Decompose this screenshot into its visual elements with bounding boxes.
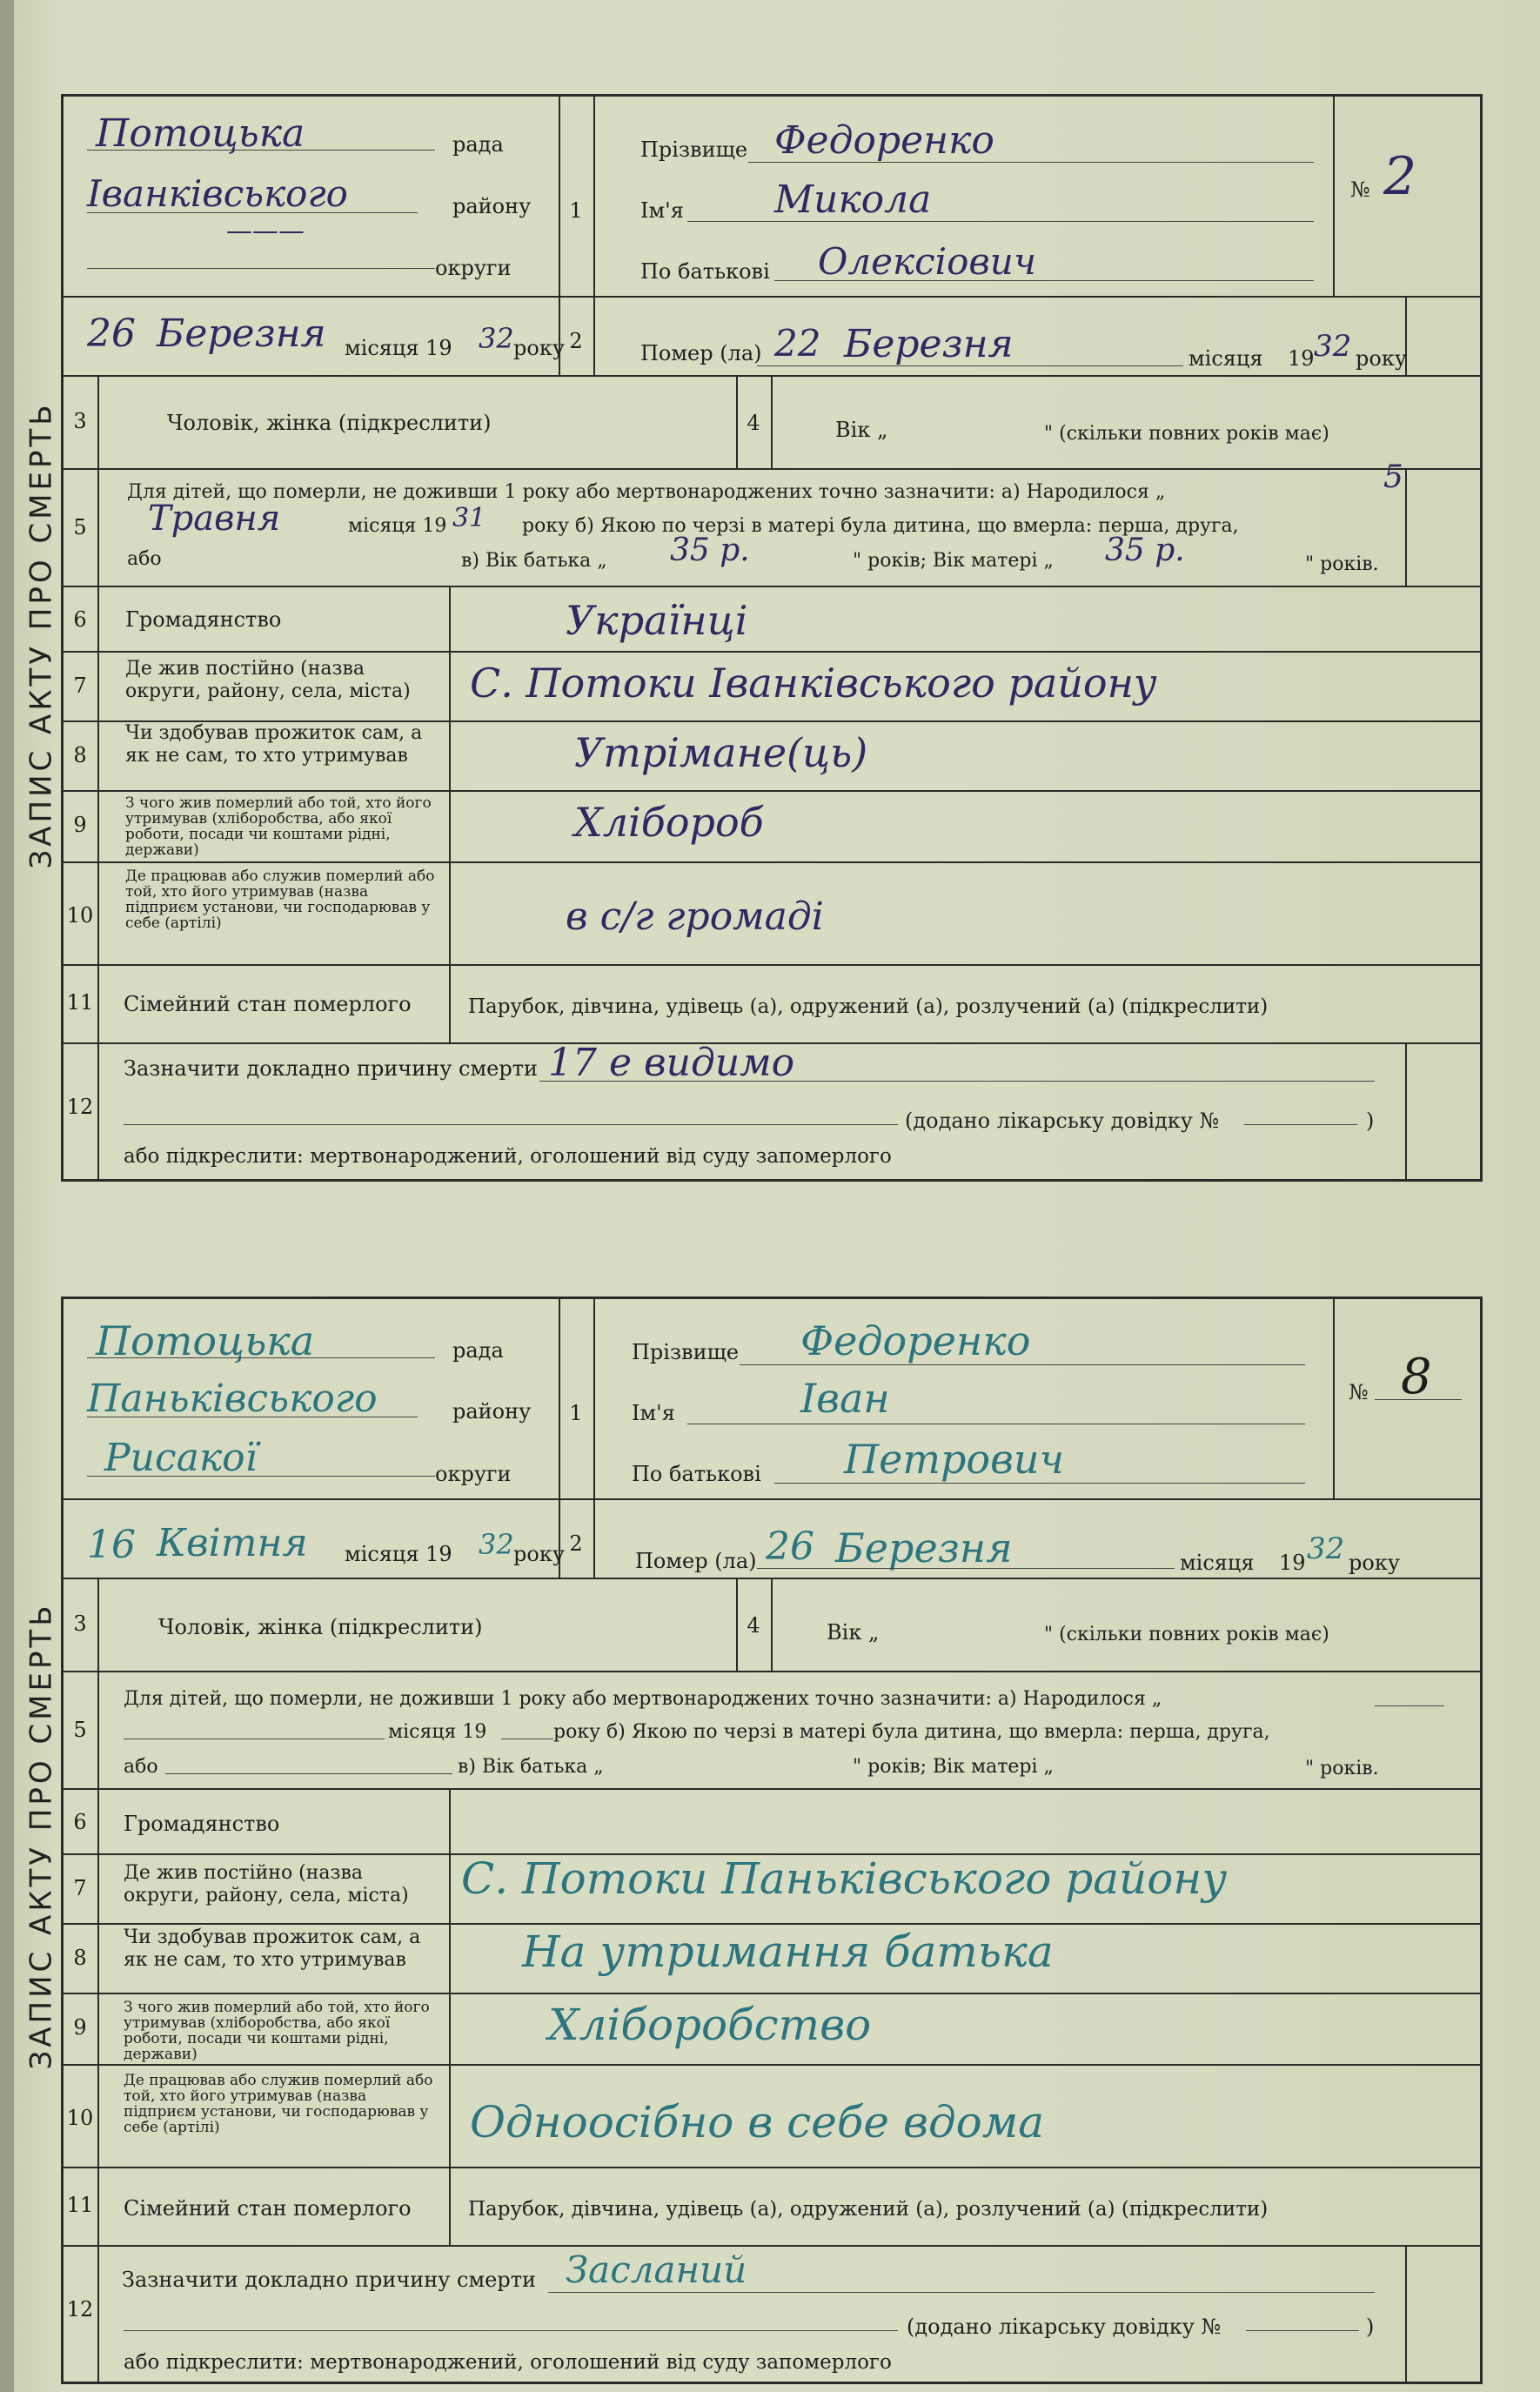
death-record-1: Потоцька рада Іванківського району ——— округи 26 Березня місяця 19 32 року 1 2 Прізвище Федоренко Ім'я Микола По батькові Олексіович № 2 Помер (ла) 22 Березня місяця 19 32 року 3 Чоловік, жінка (підкреслити) 4 Вік „ " (скільки повних років має) 5 Для дітей, що померли, не доживши 1 року або мертвонароджених точно зазначити: а) Народилося „ 5 Травня місяця 19 31 року б) Якою по черзі в матері була дитина, що вмерла: перша, друга, або в) Вік батька „ 35 р. " років; Вік матері „ 35 р. " років. 6 Громадянство Українці 7 Де жив постійно (назва округи, району, села, міста) С. Потоки Іванківського району 8 Чи здобував прожиток сам, а як не сам, то хто утримував Утрімане(ць) 9 З чого жив померлий або той, хто його утримував (хліборобства, або якої роботи, посади чи коштами рідні, держави) Хлібороб 10 Де працював або служив померлий або той, хто його утримував (назва підприєм установи, чи господарював у себе (артілі) в с/г громаді 11 Сімейний стан померлого Парубок, дівчина, удівець (а), одружений (а), розлучений (а) (підкреслити) 12 Зазначити докладно причину смерти 17 е видимо (додано лікарську довідку № ) або підкреслити: мертвонароджений, оголошений від суду запомерлого: [61, 94, 1483, 1182]
binding-edge: [0, 0, 14, 2392]
record-frame: [61, 94, 1483, 1182]
reg-month: Квітня: [157, 1521, 308, 1565]
death-year-prefix: 19: [1288, 346, 1315, 371]
reg-year-label: року: [513, 336, 565, 360]
death-year-prefix: 19: [1279, 1551, 1306, 1575]
occupation-label: З чого жив померлий або той, хто його утримував (хліборобства, або якої роботи, посади чи коштами рідні, держави): [125, 794, 432, 859]
workplace-value: Одноосібно в себе вдома: [470, 2097, 1045, 2147]
occupation-value: Хлібороб: [574, 799, 764, 846]
death-month: Березня: [835, 1524, 1013, 1571]
age-suffix: " (скільки повних років має): [1044, 423, 1329, 445]
stillborn-note: або підкреслити: мертвонароджений, оголошений від суду запомерлого: [124, 1145, 892, 1168]
side-title-record-1: ЗАПИС АКТУ ПРО СМЕРТЬ: [24, 401, 59, 869]
surname-label: Прізвище: [632, 1340, 740, 1364]
number-label: №: [1350, 178, 1370, 202]
patronymic-value: Олексіович: [818, 240, 1036, 283]
workplace-label: Де працював або служив померлий або той, хто його утримував (назва підприєм установи, чи господарював у себе (артілі): [125, 868, 435, 932]
cause-value: 17 е видимо: [548, 1041, 795, 1085]
occupation-value: Хліборобство: [548, 2000, 872, 2050]
marital-options: Парубок, дівчина, удівець (а), одружений (а), розлучений (а) (підкреслити): [468, 2198, 1269, 2221]
rada-label: рада: [452, 1338, 504, 1363]
death-month-label: місяця: [1188, 346, 1263, 371]
side-title-record-2: ЗАПИС АКТУ ПРО СМЕРТЬ: [24, 1602, 59, 2070]
okruha-value: ———: [226, 216, 305, 246]
residence-value: С. Потоки Іванківського району: [470, 660, 1157, 707]
surname-label: Прізвище: [640, 137, 748, 162]
death-month: Березня: [844, 322, 1014, 366]
death-day: 22: [774, 322, 821, 365]
citizenship-label: Громадянство: [125, 607, 282, 632]
patronymic-label: По батькові: [632, 1462, 761, 1486]
born-month: Травня: [148, 499, 281, 539]
father-age: 35 р.: [670, 533, 750, 568]
patronymic-label: По батькові: [640, 259, 770, 284]
raion-value: Паньківського: [87, 1377, 378, 1421]
reg-month-label: місяця 19: [345, 1542, 452, 1566]
support-label: Чи здобував прожиток сам, а як не сам, то хто утримував: [124, 1926, 421, 1971]
born-day: 5: [1383, 459, 1403, 495]
okruha-label: округи: [435, 1462, 512, 1486]
patronymic-value: Петрович: [844, 1436, 1065, 1483]
reg-year: 32: [479, 322, 514, 355]
support-label: Чи здобував прожиток сам, а як не сам, то хто утримував: [125, 722, 423, 767]
number-label: №: [1349, 1380, 1369, 1404]
name-value: Іван: [800, 1375, 890, 1422]
residence-label: Де жив постійно (назва округи, району, села, міста): [125, 658, 411, 702]
okruha-value: Рисакої: [104, 1436, 258, 1480]
marital-options: Парубок, дівчина, удівець (а), одружений (а), розлучений (а) (підкреслити): [468, 995, 1269, 1018]
citizenship-value: Українці: [566, 597, 748, 644]
workplace-label: Де працював або служив померлий або той, хто його утримував (назва підприєм установи, чи господарював у себе (артілі): [124, 2072, 433, 2136]
reg-year-label: року: [513, 1542, 565, 1566]
raion-label: району: [452, 194, 532, 218]
citizenship-label: Громадянство: [124, 1812, 280, 1836]
cause-label: Зазначити докладно причину смерти: [124, 1056, 538, 1081]
death-year: 32: [1307, 1531, 1345, 1566]
raion-label: району: [452, 1399, 532, 1424]
death-month-label: місяця: [1180, 1551, 1255, 1575]
surname-value: Федоренко: [800, 1317, 1031, 1364]
record-number: 8: [1401, 1349, 1432, 1405]
rada-label: рада: [452, 132, 504, 157]
stillborn-note: або підкреслити: мертвонароджений, оголошений від суду запомерлого: [124, 2351, 892, 2374]
age-suffix: " (скільки повних років має): [1044, 1624, 1329, 1645]
born-year: 31: [452, 503, 486, 533]
mother-age: 35 р.: [1105, 533, 1185, 568]
okruha-label: округи: [435, 256, 512, 280]
reg-month-label: місяця 19: [345, 336, 452, 360]
record-frame: [61, 1297, 1483, 2384]
name-label: Ім'я: [640, 198, 684, 223]
death-day: 26: [766, 1524, 814, 1569]
name-label: Ім'я: [632, 1401, 675, 1425]
age-label: Вік „: [827, 1620, 880, 1645]
cause-label: Зазначити докладно причину смерти: [122, 2268, 536, 2292]
surname-value: Федоренко: [774, 118, 994, 163]
support-value: На утримання батька: [522, 1926, 1054, 1977]
reg-day: 16: [87, 1523, 136, 1567]
death-year: 32: [1314, 329, 1352, 364]
marital-label: Сімейний стан померлого: [124, 2196, 412, 2221]
death-year-label: року: [1356, 346, 1407, 371]
record-number: 2: [1383, 146, 1417, 207]
residence-value: С. Потоки Паньківського району: [461, 1853, 1228, 1904]
sex-label: Чоловік, жінка (підкреслити): [167, 411, 492, 435]
rada-value: Потоцька: [96, 1317, 315, 1364]
reg-day: 26: [87, 312, 136, 356]
marital-label: Сімейний стан померлого: [124, 992, 412, 1016]
death-year-label: року: [1349, 1551, 1400, 1575]
support-value: Утрімане(ць): [574, 729, 868, 776]
name-value: Микола: [774, 178, 932, 222]
rada-value: Потоцька: [96, 111, 305, 156]
pomer-label: Помер (ла): [640, 341, 762, 365]
workplace-value: в с/г громаді: [566, 894, 824, 939]
reg-year: 32: [479, 1528, 514, 1561]
cause-value: Засланий: [566, 2248, 747, 2291]
occupation-label: З чого жив померлий або той, хто його утримував (хліборобства, або якої роботи, посади чи коштами рідні, держави): [124, 1999, 430, 2063]
sex-label: Чоловік, жінка (підкреслити): [158, 1615, 483, 1639]
reg-month: Березня: [157, 312, 326, 356]
pomer-label: Помер (ла): [635, 1549, 757, 1573]
death-record-2: Потоцька рада Паньківського району Рисакої округи 16 Квітня місяця 19 32 року 1 2 Прізвище Федоренко Ім'я Іван По батькові Петрович № 8 Помер (ла) 26 Березня місяця 19 32 року 3 Чоловік, жінка (підкреслити) 4 Вік „ " (скільки повних років має) 5 Для дітей, що померли, не доживши 1 року або мертвонароджених точно зазначити: а) Народилося „ місяця 19 року б) Якою по черзі в матері була дитина, що вмерла: перша, друга, або в) Вік батька „ " років; Вік матері „ " років. 6 Громадянство 7 Де жив постійно (назва округи, району, села, міста) С. Потоки Паньківського району 8 Чи здобував прожиток сам, а як не сам, то хто утримував На утримання батька 9 З чого жив померлий або той, хто його утримував (хліборобства, або якої роботи, посади чи коштами рідні, держави) Хліборобство 10 Де працював або служив померлий або той, хто його утримував (назва підприєм установи, чи господарював у себе (артілі) Одноосібно в себе вдома 11 Сімейний стан померлого Парубок, дівчина, удівець (а), одружений (а), розлучений (а) (підкреслити) 12 Зазначити докладно причину смерти Засланий (додано лікарську довідку № ) або підкреслити: мертвонароджений, оголошений від суду запомерлого: [61, 1297, 1483, 2384]
raion-value: Іванківського: [87, 172, 348, 215]
residence-label: Де жив постійно (назва округи, району, села, міста): [124, 1862, 409, 1906]
age-label: Вік „: [835, 418, 888, 442]
